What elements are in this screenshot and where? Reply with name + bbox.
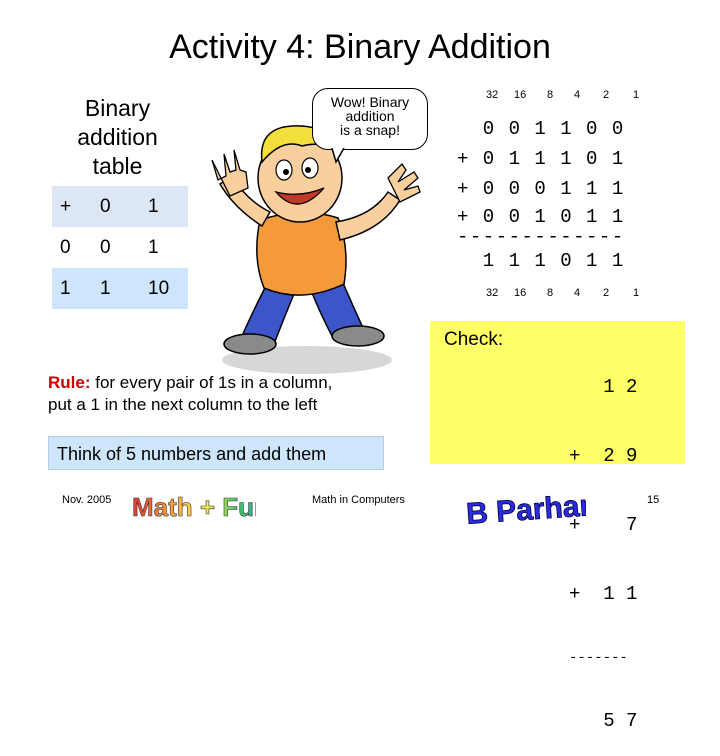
check-line: + 7 bbox=[569, 514, 638, 536]
rule-line-1-text: for every pair of 1s in a column, bbox=[90, 373, 333, 392]
svg-text:Math + Fun!: Math + Fu bbox=[132, 492, 255, 522]
sum-row: 0 0 1 1 0 0 bbox=[457, 118, 625, 140]
binary-addition-table bbox=[52, 186, 188, 309]
slide-title: Activity 4: Binary Addition bbox=[169, 28, 551, 66]
sum-row: + 0 1 1 1 0 1 bbox=[457, 148, 625, 170]
sum-row: + 0 0 0 1 1 1 bbox=[457, 178, 625, 200]
place-value-4: 4 bbox=[574, 89, 581, 101]
check-line: + 1 1 bbox=[569, 583, 638, 605]
table-cell: 1 bbox=[92, 268, 140, 309]
table-cell: 0 bbox=[52, 227, 92, 268]
speech-bubble-tail bbox=[330, 148, 350, 164]
sum-result: 1 1 1 0 1 1 bbox=[457, 250, 625, 272]
rule-text bbox=[48, 372, 332, 416]
rule-line-2: put a 1 in the next column to the left bbox=[48, 395, 318, 414]
speech-bubble-line: Wow! Binary bbox=[330, 94, 410, 110]
place-value-2: 2 bbox=[603, 287, 610, 299]
sum-row: + 0 0 1 0 1 1 bbox=[457, 206, 625, 228]
check-line: + 2 9 bbox=[569, 445, 638, 467]
table-row bbox=[52, 227, 188, 268]
speech-bubble bbox=[312, 88, 428, 150]
table-heading-line: table bbox=[92, 153, 143, 179]
place-value-16: 16 bbox=[514, 287, 527, 299]
place-value-8: 8 bbox=[547, 287, 554, 299]
math-fun-logo bbox=[128, 488, 256, 524]
table-row bbox=[52, 268, 188, 309]
math-fun-logo-icon bbox=[128, 488, 256, 524]
place-value-32: 32 bbox=[486, 89, 499, 101]
rule-line-1 bbox=[48, 372, 332, 394]
footer-date: Nov. 2005 bbox=[62, 494, 112, 506]
check-label: Check: bbox=[444, 329, 504, 350]
table-cell: 1 bbox=[52, 268, 92, 309]
place-value-16: 16 bbox=[514, 89, 527, 101]
author-logo bbox=[462, 486, 586, 530]
check-line: 1 2 bbox=[569, 376, 638, 398]
think-prompt: Think of 5 numbers and add them bbox=[48, 436, 384, 470]
table-heading-line: Binary bbox=[84, 95, 151, 121]
check-line: ------- bbox=[569, 650, 628, 666]
speech-bubble-line: addition bbox=[345, 108, 395, 124]
table-cell: 1 bbox=[140, 227, 188, 268]
table-cell: 1 bbox=[140, 186, 188, 227]
place-value-2: 2 bbox=[603, 89, 610, 101]
place-value-1: 1 bbox=[633, 287, 640, 299]
speech-bubble-line: is a snap! bbox=[340, 122, 400, 138]
table-heading-line: addition bbox=[77, 124, 158, 150]
author-logo-icon bbox=[462, 486, 586, 530]
svg-text:B Parhami: B Parhami bbox=[465, 487, 586, 530]
check-line: 5 7 bbox=[569, 710, 638, 732]
sum-divider: ------------- bbox=[457, 226, 625, 248]
table-cell: 0 bbox=[92, 186, 140, 227]
table-cell: + bbox=[52, 186, 92, 227]
place-value-8: 8 bbox=[547, 89, 554, 101]
table-heading bbox=[50, 94, 185, 181]
table-cell: 10 bbox=[140, 268, 188, 309]
rule-label: Rule: bbox=[48, 373, 91, 392]
check-sum bbox=[569, 330, 637, 756]
place-value-32: 32 bbox=[486, 287, 499, 299]
table-row bbox=[52, 186, 188, 227]
table-cell: 0 bbox=[92, 227, 140, 268]
place-value-4: 4 bbox=[574, 287, 581, 299]
footer-course: Math in Computers bbox=[312, 494, 405, 506]
page-number: 15 bbox=[647, 494, 660, 506]
place-value-1: 1 bbox=[633, 89, 640, 101]
